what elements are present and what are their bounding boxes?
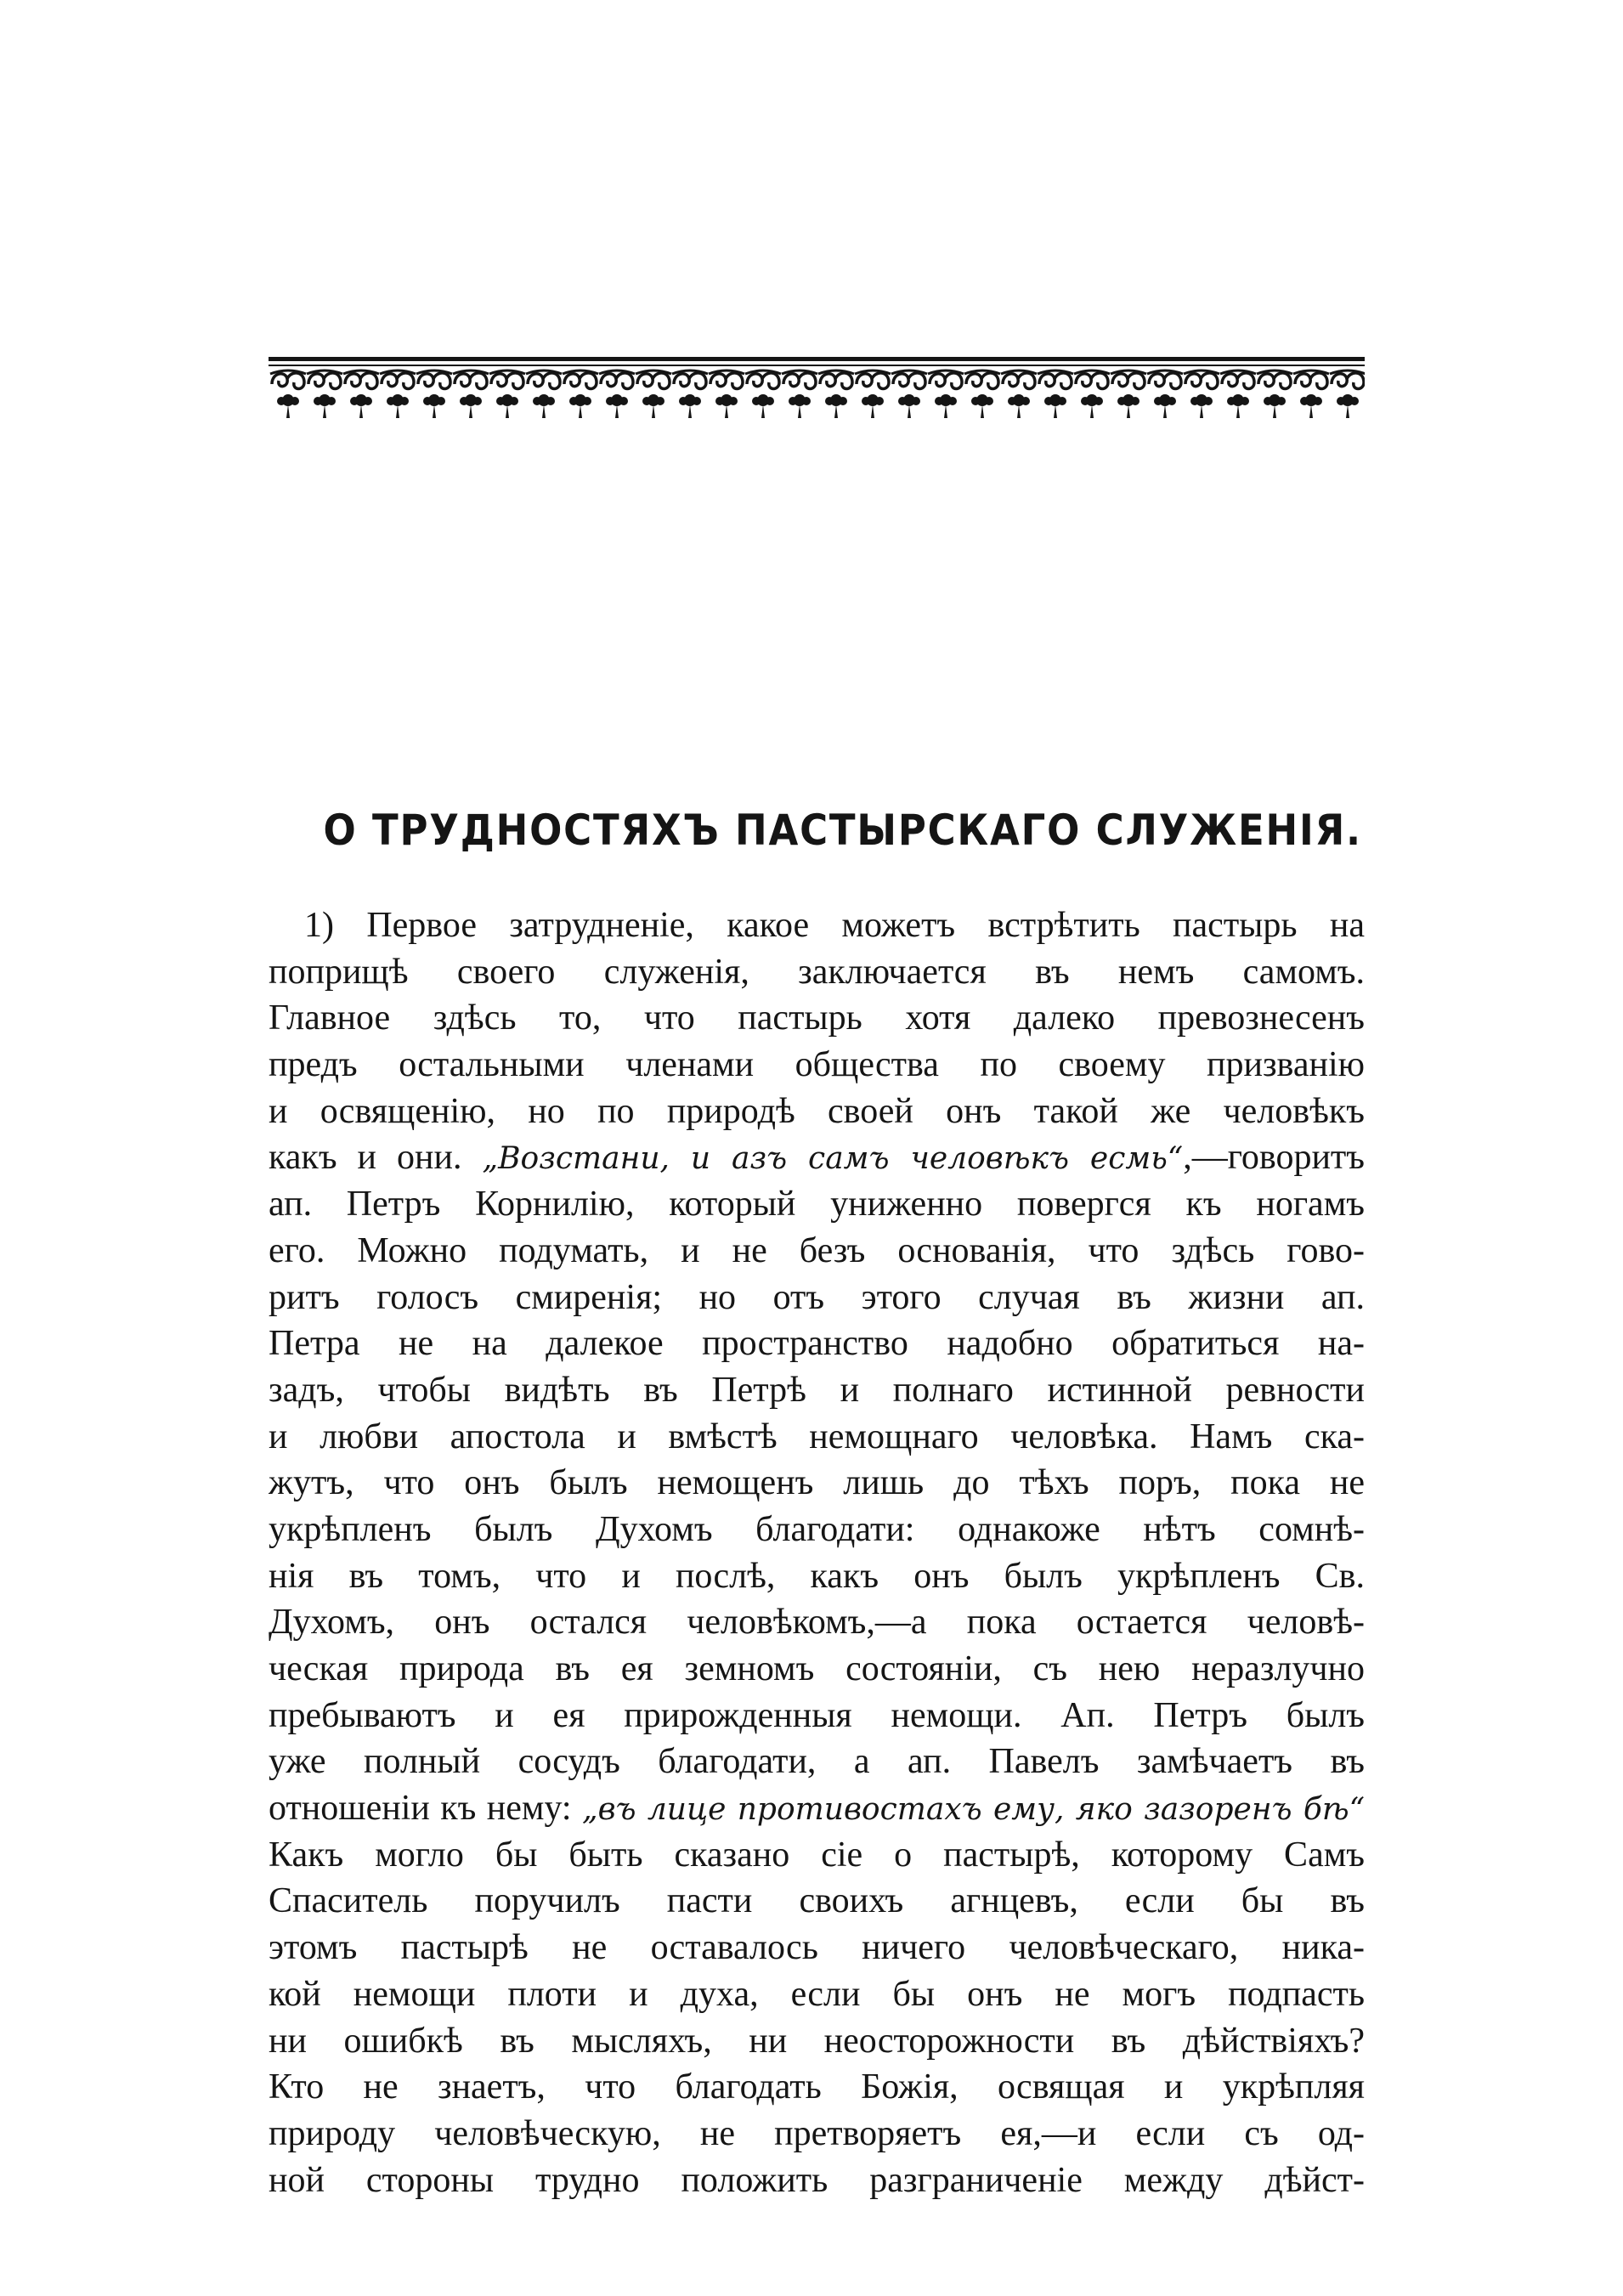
text-segment: какъ и они. [269, 1138, 483, 1178]
text-line: предъ остальными членами общества по своему призванію [269, 1045, 1365, 1085]
text-segment: отношеніи къ нему: [269, 1789, 582, 1829]
scripture-quote: „Возстани, и азъ самъ человѣкъ есмь“ [482, 1141, 1184, 1177]
text-line: и любви апостола и вмѣстѣ немощнаго человѣка. Намъ ска- [269, 1417, 1365, 1456]
text-line: Спаситель поручилъ пасти своихъ агнцевъ, если бы въ [269, 1881, 1365, 1921]
text-line: ни ошибкѣ въ мысляхъ, ни неосторожности въ дѣйствіяхъ? [269, 2021, 1365, 2061]
text-line: ческая природа въ ея земномъ состояніи, съ нею неразлучно [269, 1649, 1365, 1688]
body-paragraph [269, 902, 1365, 2203]
scripture-quote: „въ лице противостахъ ему, яко зазоренъ бѣ“ [581, 1792, 1365, 1828]
text-segment: ,—говоритъ [1183, 1138, 1365, 1178]
text-line: этомъ пастырѣ не оставалось ничего человѣческаго, ника- [269, 1928, 1365, 1968]
text-line: ритъ голосъ смиренія; но отъ этого случая въ жизни ап. [269, 1277, 1365, 1317]
text-line: кой немощи плоти и духа, если бы онъ не могъ подпасть [269, 1974, 1365, 2014]
text-line: задъ, чтобы видѣть въ Петрѣ и полнаго истинной ревности [269, 1370, 1365, 1410]
text-line: Какъ могло бы быть сказано сіе о пастырѣ, которому Самъ [269, 1835, 1365, 1875]
text-line: его. Можно подумать, и не безъ основанія, что здѣсь гово- [269, 1230, 1365, 1270]
text-line: поприщѣ своего служенія, заключается въ немъ самомъ. [269, 952, 1365, 992]
text-line: пребываютъ и ея прирожденныя немощи. Ап. Петръ былъ [269, 1695, 1365, 1735]
text-line: Духомъ, онъ остался человѣкомъ,—а пока остается человѣ- [269, 1603, 1365, 1643]
text-line: Главное здѣсь то, что пастырь хотя далеко превознесенъ [269, 998, 1365, 1038]
text-line: укрѣпленъ былъ Духомъ благодати: однакоже нѣтъ сомнѣ- [269, 1509, 1365, 1549]
text-line [269, 1134, 1365, 1181]
text-line: нія въ томъ, что и послѣ, какъ онъ былъ укрѣпленъ Св. [269, 1556, 1365, 1596]
text-line: ной стороны трудно положить разграниченіе между дѣйст- [269, 2160, 1365, 2200]
decorative-header-ornament [269, 355, 1365, 428]
text-line: Петра не на далекое пространство надобно обратиться на- [269, 1324, 1365, 1364]
text-line: ап. Петръ Корнилію, который униженно повергся къ ногамъ [269, 1185, 1365, 1224]
text-line: 1) Первое затрудненіе, какое можетъ встрѣтить пастырь на [304, 906, 1365, 945]
text-line: природу человѣческую, не претворяетъ ея,—и если съ од- [269, 2113, 1365, 2153]
text-line [269, 1785, 1365, 1832]
text-line: уже полный сосудъ благодати, а ап. Павелъ замѣчаетъ въ [269, 1742, 1365, 1782]
chapter-title: О ТРУДНОСТЯХЪ ПАСТЫРСКАГО СЛУЖЕНІЯ. [323, 806, 1362, 855]
text-line: Кто не знаетъ, что благодать Божія, освящая и укрѣпляя [269, 2067, 1365, 2107]
text-line: жутъ, что онъ былъ немощенъ лишь до тѣхъ поръ, пока не [269, 1463, 1365, 1503]
text-line: и освященію, но по природѣ своей онъ такой же человѣкъ [269, 1091, 1365, 1131]
